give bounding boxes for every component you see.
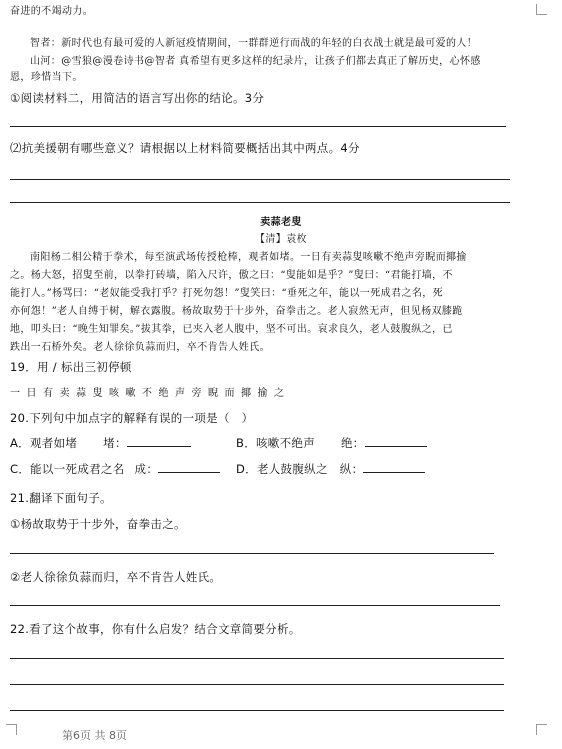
answer-line[interactable] xyxy=(10,684,504,685)
question-material-2: ⑵抗美援朝有哪些意义？请根据以上材料简要概括出其中两点。4分 xyxy=(10,141,360,155)
q19-char: 日 xyxy=(26,388,37,399)
answer-line[interactable] xyxy=(10,658,504,659)
q19-char: 旁 xyxy=(191,388,202,399)
comment-zhiguan: 智者：新时代也有最可爱的人新冠疫情期间，一群群逆行而战的年轻的白衣战士就是最可爱的人！ xyxy=(30,38,478,49)
fill-blank[interactable] xyxy=(158,460,220,473)
question-material-1: ①阅读材料二，用简洁的语言写出你的结论。3分 xyxy=(10,91,265,105)
fill-blank[interactable] xyxy=(363,460,425,473)
q20-option-c: C．能以一死成君之名 成： xyxy=(10,460,220,477)
fill-blank[interactable] xyxy=(365,434,427,447)
q20-option-a: A．观者如堵 堵： xyxy=(10,434,191,451)
q19-char: 有 xyxy=(43,388,53,399)
q19-char: 叟 xyxy=(92,388,103,399)
question-20: 20.下列句中加点字的解释有误的一项是（ ） xyxy=(10,411,254,425)
answer-line[interactable] xyxy=(10,605,500,606)
passage-line: 之。杨大怒，招叟至前，以拳打砖墙，陷入尺许，傲之曰：“叟能如是乎？”叟曰：“君能打墙，不 xyxy=(10,270,453,281)
question-21: 21.翻译下面句子。 xyxy=(10,491,112,505)
q19-char: 揄 xyxy=(257,388,268,399)
q19-char: 一 xyxy=(10,388,20,399)
q19-char: 睨 xyxy=(208,388,218,399)
q19-sentence[interactable] xyxy=(10,384,291,399)
crop-mark-bottom-left xyxy=(6,724,17,735)
crop-mark-bottom-right xyxy=(536,724,547,735)
passage-line: 南阳杨二相公精于拳术，每至演武场传授枪棒，观者如堵。一日有卖蒜叟咳嗽不绝声旁睨而揶揄 xyxy=(30,252,467,263)
page-number: 第6页 共 8页 xyxy=(62,729,127,742)
answer-line[interactable] xyxy=(10,553,494,554)
fill-blank[interactable] xyxy=(127,434,191,447)
q21-sentence-1: ①杨故取势于十步外，奋拳击之。 xyxy=(10,517,186,531)
passage-line: 地，叩头曰：“晚生知罪矣。”拔其拳，已夹入老人腹中，坚不可出。哀求良久，老人鼓腹纵之，已 xyxy=(10,324,453,335)
q19-char: 之 xyxy=(274,388,284,399)
q19-char: 嗽 xyxy=(125,388,136,399)
q19-char: 卖 xyxy=(59,388,70,399)
passage-line: 亦何怨！”老人自缚于树，解衣露腹。杨故取势于十步外，奋拳击之。老人寂然无声，但见杨双膝跪 xyxy=(10,306,463,317)
q21-sentence-2: ②老人徐徐负蒜而归，卒不肯告人姓氏。 xyxy=(10,570,222,584)
comment-shanhe-line1: 山河：@雪狼@漫卷诗书@智者 真希望有更多这样的纪录片，让孩子们都去真正了解历史，心怀感 xyxy=(30,56,481,67)
comment-line-tail: 奋进的不竭动力。 xyxy=(10,6,94,17)
answer-line[interactable] xyxy=(10,126,506,127)
q19-char: 声 xyxy=(175,388,185,399)
q19-char: 绝 xyxy=(158,388,169,399)
q20-option-b: B．咳嗽不绝声 绝： xyxy=(236,434,427,451)
crop-mark-top-right xyxy=(536,4,547,15)
answer-line[interactable] xyxy=(10,179,510,180)
q19-char: 揶 xyxy=(241,388,251,399)
q19-char: 而 xyxy=(224,388,235,399)
q19-char: 不 xyxy=(142,388,152,399)
passage-author: 【清】袁枚 xyxy=(255,234,307,245)
comment-shanhe-line2: 恩，珍惜当下。 xyxy=(10,72,83,83)
q20-option-d: D．老人鼓腹纵之 纵： xyxy=(236,460,425,477)
answer-line[interactable] xyxy=(10,202,510,203)
answer-line[interactable] xyxy=(10,710,504,711)
q19-char: 蒜 xyxy=(76,388,86,399)
question-22: 22.看了这个故事，你有什么启发？结合文章简要分析。 xyxy=(10,622,301,636)
passage-title: 卖蒜老叟 xyxy=(260,217,302,228)
passage-line: 跌出一石桥外矣。老人徐徐负蒜而归，卒不肯告人姓氏。 xyxy=(10,342,270,353)
question-19: 19．用 / 标出三初停顿 xyxy=(10,360,132,374)
passage-line: 能打人。”杨骂曰：“老奴能受我打乎？打死勿怨！”叟笑曰：“垂死之年，能以一死成君之名，死 xyxy=(10,288,444,299)
q19-char: 咳 xyxy=(109,388,119,399)
